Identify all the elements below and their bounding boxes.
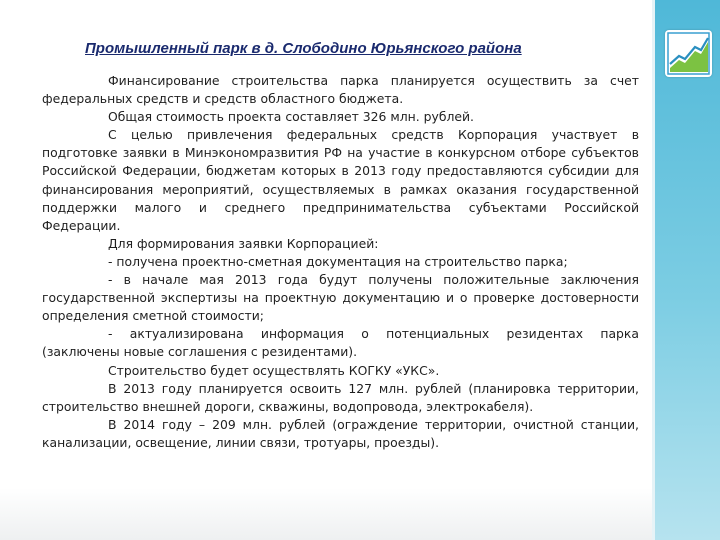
right-side-panel: [655, 0, 720, 540]
footer-shadow: [0, 488, 652, 540]
paragraph-2013-plan: В 2013 году планируется освоить 127 млн. рублей (планировка территории, строительство внешней дороги, скважины, водопровода, электрокабеля).: [42, 380, 639, 414]
paragraph-financing: Финансирование строительства парка планируется осуществить за счет федеральных средств и средств областного бюджета.: [42, 73, 639, 107]
paragraph-expertise: - в начале мая 2013 года будут получены положительные заключения государственной экспертизы на проектную документацию и о проверке достоверности определения сметной стоимости;: [42, 272, 639, 324]
page-title: Промышленный парк в д. Слободино Юрьянского района: [85, 40, 522, 57]
paragraph-application-intro: Для формирования заявки Корпорацией:: [108, 235, 379, 251]
paragraph-contractor: Строительство будет осуществлять КОГКУ «УКС».: [108, 362, 440, 378]
paragraph-residents: - актуализирована информация о потенциальных резидентах парка (заключены новые соглашения с резидентами).: [42, 326, 639, 360]
growth-chart-logo-icon: [665, 30, 712, 77]
paragraph-total-cost: Общая стоимость проекта составляет 326 млн. рублей.: [108, 109, 474, 125]
paragraph-design-docs: - получена проектно-сметная документация на строительство парка;: [108, 253, 568, 269]
paragraph-2014-plan: В 2014 году – 209 млн. рублей (ограждение территории, очистной станции, канализации, освещение, линии связи, тротуары, проезды).: [42, 416, 639, 450]
body-text: [42, 72, 639, 452]
paragraph-federal-funds: С целью привлечения федеральных средств Корпорация участвует в подготовке заявки в Минэкономразвития РФ на участие в конкурсном отборе субъектов Российской Федерации, бюджетам которых в 2013 году предоставляются субсидии для финансирования мероприятий, осуществляемых в рамках оказания государственной поддержки малого и среднего предпринимательства субъектами Российской Федерации.: [42, 127, 639, 233]
